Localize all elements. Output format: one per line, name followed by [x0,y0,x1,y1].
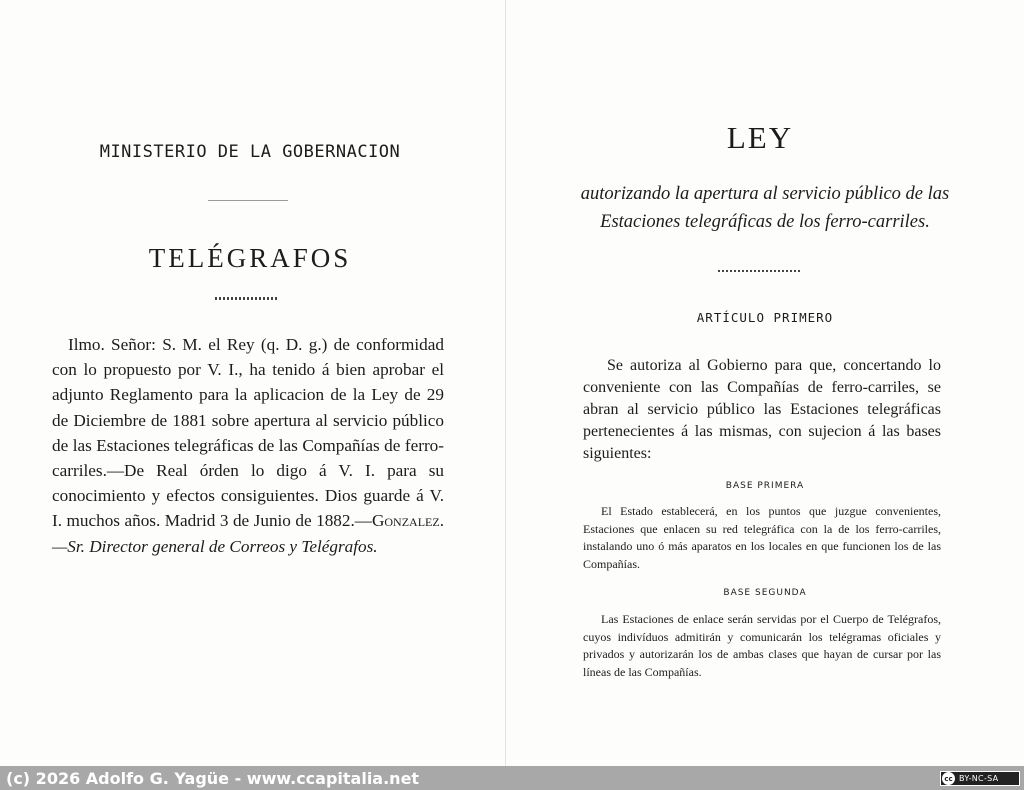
cc-circle-icon: cc [942,772,955,785]
footer-bar [0,766,1024,790]
left-page [0,0,506,766]
base-text: El Estado establecerá, en los puntos que juzgue convenientes, Estaciones que enlacen su red telegráfica con la de los ferro-carriles, instalando uno ó más aparatos en los locales en que funcionen los de las Compañías. [583,504,941,571]
copyright-credit: (c) 2026 Adolfo G. Yagüe - www.ccapitalia.net [6,769,420,788]
ornamental-divider-right [718,270,800,272]
base-heading: BASE PRIMERA [725,481,805,491]
creative-commons-icon [940,771,1020,786]
decree-text [52,332,444,559]
law-subtitle: autorizando la apertura al servicio público de las Estaciones telegráficas de los ferro-carriles. [580,184,950,232]
base-heading: BASE SEGUNDA [723,588,807,598]
telegraphs-title: TELÉGRAFOS [148,243,352,273]
article-text: Se autoriza al Gobierno para que, concertando lo conveniente con las Compañías de ferro-carriles, se abran al servicio público las Estaciones telegráficas pertenecientes á las mismas, con sujecion á las bases siguientes: [583,357,941,462]
ornamental-divider [215,297,279,300]
law-title: LEY [726,120,794,155]
short-divider [208,200,288,201]
article-heading: ARTÍCULO PRIMERO [696,310,834,325]
ministry-heading: MINISTERIO DE LA GOBERNACION [99,142,401,162]
addressee: —Sr. Director general de Correos y Telégrafos. [52,536,378,556]
signatory: Gonzalez. [371,511,444,531]
license-label: BY-NC-SA [959,774,999,783]
base-text: Las Estaciones de enlace serán servidas por el Cuerpo de Telégrafos, cuyos indivíduos admitirán y comunicarán los telégramas oficiales y privados y autorizarán los de ambas clases que hayan de cursar por las líneas de las Compañías. [583,612,941,679]
decree-body: Ilmo. Señor: S. M. el Rey (q. D. g.) de conformidad con lo propuesto por V. I., ha tenido á bien aprobar el adjunto Reglamento para la aplicacion de la Ley de 29 de Diciembre de 1881 sobre apertura al servicio público de las Estaciones telegráficas de las Compañías de ferro-carriles.—De Real órden lo digo á V. I. para su conocimiento y efectos consiguientes. Dios guarde á V. I. muchos años. Madrid 3 de Junio de 1882.— [52,335,444,531]
